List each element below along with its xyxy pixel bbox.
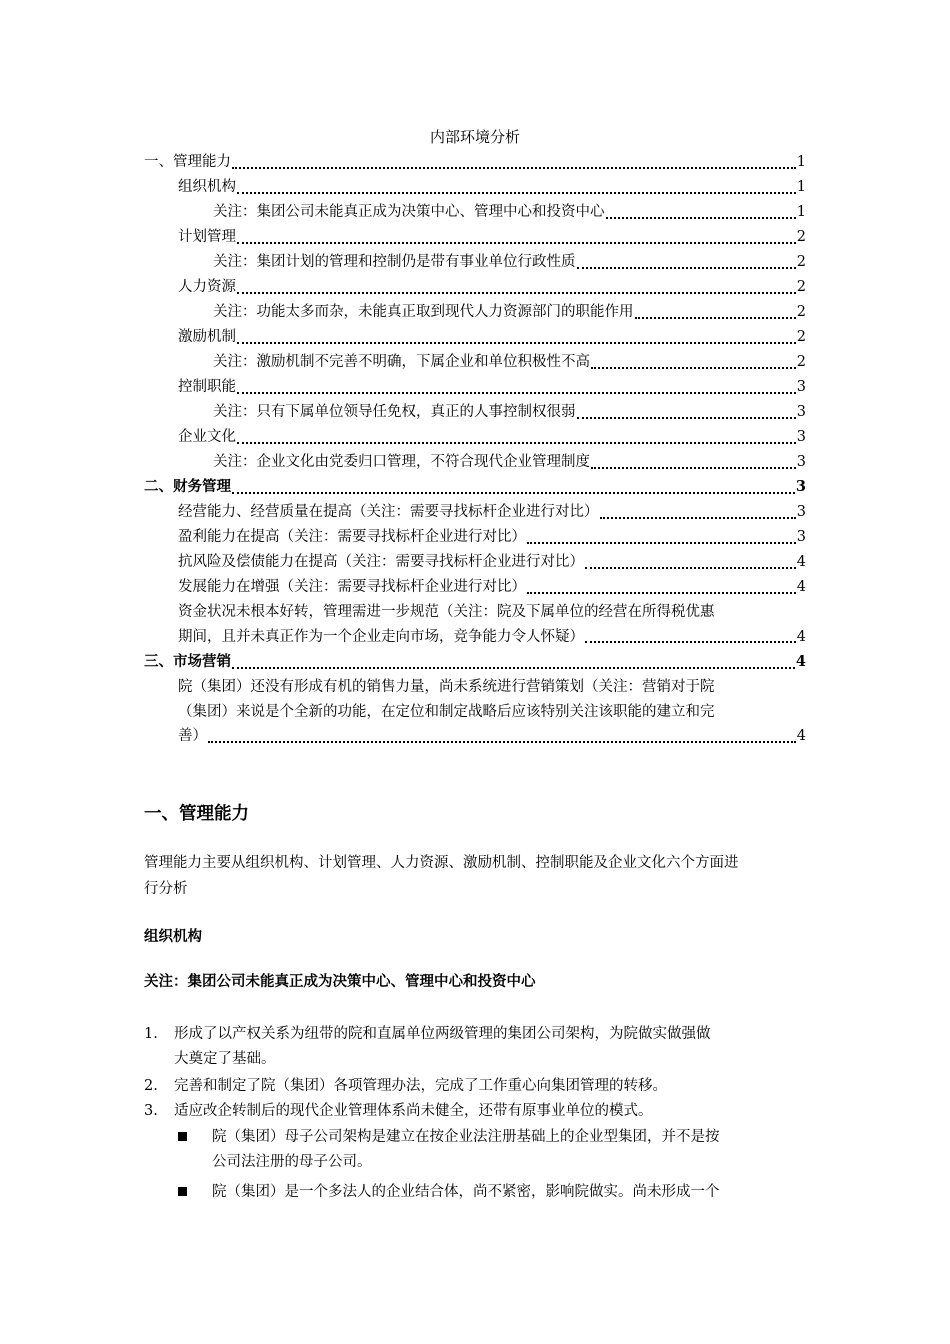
toc-entry-text: 控制职能 — [178, 379, 236, 395]
toc-entry-text: 盈利能力在提高（关注：需要寻找标杆企业进行对比） — [178, 529, 526, 545]
toc-entry-text: 企业文化 — [178, 429, 236, 445]
toc-entry-profitability[interactable] — [178, 525, 806, 550]
list-number: 1. — [144, 1026, 158, 1042]
toc-entry-growth[interactable] — [178, 575, 806, 600]
toc-entry-text: 二、财务管理 — [144, 478, 231, 495]
toc-page-number: 3 — [795, 478, 806, 495]
toc-entry-focus-organization[interactable] — [213, 200, 806, 225]
toc-entry-text: 关注：激励机制不完善不明确，下属企业和单位积极性不高 — [213, 354, 590, 370]
toc-entry-text-line1: 院（集团）还没有形成有机的销售力量，尚未系统进行营销策划（关注：营销对于院 — [178, 679, 715, 695]
toc-page-number: 2 — [796, 304, 806, 320]
toc-page-number: 3 — [796, 504, 806, 520]
toc-page-number: 3 — [796, 379, 806, 395]
toc-page-number: 1 — [796, 204, 806, 220]
toc-entry-focus-incentive[interactable] — [213, 350, 806, 375]
toc-entry-planning[interactable] — [178, 225, 806, 250]
toc-entry-text: 关注：功能太多而杂，未能真正取到现代人力资源部门的职能作用 — [213, 304, 634, 320]
toc-leader — [237, 241, 796, 244]
toc-title: 内部环境分析 — [429, 128, 520, 146]
toc-leader — [237, 341, 796, 344]
list-item-text: 适应改企转制后的现代企业管理体系尚未健全，还带有原事业单位的模式。 — [174, 1103, 653, 1119]
toc-entry-focus-hr[interactable] — [213, 300, 806, 325]
toc-entry-text: 一、管理能力 — [144, 154, 231, 170]
subheading-organization: 组织机构 — [144, 929, 202, 945]
toc-page-number: 4 — [796, 554, 806, 570]
toc-page-number: 4 — [796, 579, 806, 595]
toc-entry-culture[interactable] — [178, 425, 806, 450]
toc-page-number: 2 — [796, 354, 806, 370]
toc-entry-text: 经营能力、经营质量在提高（关注：需要寻找标杆企业进行对比） — [178, 504, 599, 520]
toc-leader — [208, 740, 796, 743]
toc-entry-hr[interactable] — [178, 275, 806, 300]
toc-leader — [585, 640, 796, 643]
toc-page-number: 3 — [796, 529, 806, 545]
toc-page-number: 2 — [796, 229, 806, 245]
toc-entry-text: 关注：集团公司未能真正成为决策中心、管理中心和投资中心 — [213, 204, 605, 220]
toc-leader — [237, 391, 796, 394]
toc-leader — [237, 191, 796, 194]
toc-leader — [591, 366, 796, 369]
square-bullet-icon — [178, 1187, 187, 1196]
toc-leader — [527, 591, 796, 594]
toc-entry-marketing[interactable] — [144, 650, 806, 675]
toc-entry-focus-planning[interactable] — [213, 250, 806, 275]
toc-entry-focus-culture[interactable] — [213, 450, 806, 475]
section-heading-management: 一、管理能力 — [144, 804, 249, 824]
toc-entry-operating-capacity[interactable] — [178, 500, 806, 525]
toc-leader — [591, 466, 796, 469]
toc-entry-text: 组织机构 — [178, 179, 236, 195]
toc-page-number: 4 — [796, 728, 806, 744]
bullet-text: 院（集团）母子公司架构是建立在按企业法注册基础上的企业型集团，并不是按 — [212, 1129, 720, 1145]
bullet-text: 公司法注册的母子公司。 — [212, 1153, 372, 1170]
intro-paragraph — [144, 850, 806, 902]
toc-page-number: 3 — [796, 454, 806, 470]
toc-leader — [237, 441, 796, 444]
list-item-text: 完善和制定了院（集团）各项管理办法，完成了工作重心向集团管理的转移。 — [174, 1078, 667, 1094]
toc-entry-sales-force[interactable] — [178, 675, 806, 749]
toc-page-number: 2 — [796, 254, 806, 270]
toc-leader — [232, 166, 796, 169]
toc-entry-text-line2: （集团）来说是个全新的功能，在定位和制定战略后应该特别关注该职能的建立和完 — [178, 703, 715, 720]
toc-entry-text: 激励机制 — [178, 329, 236, 345]
toc-entry-management[interactable] — [144, 150, 806, 175]
intro-line: 管理能力主要从组织机构、计划管理、人力资源、激励机制、控制职能及企业文化六个方面进 — [144, 855, 739, 871]
bullet-text: 院（集团）是一个多法人的企业结合体，尚不紧密，影响院做实。尚未形成一个 — [212, 1184, 720, 1200]
toc-entry-incentive[interactable] — [178, 325, 806, 350]
toc-leader — [232, 666, 795, 669]
toc-entry-text: 计划管理 — [178, 229, 236, 245]
toc-leader — [232, 491, 795, 494]
toc-leader — [577, 416, 796, 419]
toc-page-number: 3 — [796, 404, 806, 420]
toc-entry-text: 三、市场营销 — [144, 653, 231, 670]
toc-entry-control[interactable] — [178, 375, 806, 400]
focus-heading: 关注：集团公司未能真正成为决策中心、管理中心和投资中心 — [144, 974, 536, 990]
toc-entry-risk-solvency[interactable] — [178, 550, 806, 575]
toc-entry-text-line2: 期间，且并未真正作为一个企业走向市场，竞争能力令人怀疑） — [178, 628, 584, 645]
toc-leader — [606, 216, 796, 219]
list-item-text: 形成了以产权关系为纽带的院和直属单位两级管理的集团公司架构，为院做实做强做 — [174, 1026, 711, 1042]
toc-page-number: 1 — [796, 154, 806, 170]
toc-leader — [237, 291, 796, 294]
toc-entry-text-line3: 善） — [178, 728, 207, 744]
toc-entry-text: 关注：企业文化由党委归口管理，不符合现代企业管理制度 — [213, 454, 590, 470]
toc-entry-text: 关注：只有下属单位领导任免权，真正的人事控制权很弱 — [213, 404, 576, 420]
toc-leader — [600, 516, 796, 519]
toc-page-number: 2 — [796, 329, 806, 345]
toc-entry-focus-control[interactable] — [213, 400, 806, 425]
toc-entry-text: 抗风险及偿债能力在提高（关注：需要寻找标杆企业进行对比） — [178, 554, 584, 570]
toc-entry-text-line1: 资金状况未根本好转，管理需进一步规范（关注：院及下属单位的经营在所得税优惠 — [178, 604, 715, 620]
toc-entry-capital-status[interactable] — [178, 600, 806, 649]
list-number: 3. — [144, 1103, 158, 1119]
toc-page-number: 3 — [796, 429, 806, 445]
toc-entry-text: 关注：集团计划的管理和控制仍是带有事业单位行政性质 — [213, 254, 576, 270]
square-bullet-icon — [178, 1132, 187, 1141]
intro-line: 行分析 — [144, 881, 188, 897]
toc-entry-text: 发展能力在增强（关注：需要寻找标杆企业进行对比） — [178, 579, 526, 595]
list-number: 2. — [144, 1078, 158, 1094]
toc-leader — [527, 541, 796, 544]
toc-page-number: 1 — [796, 179, 806, 195]
toc-leader — [577, 266, 796, 269]
list-item-text: 大奠定了基础。 — [174, 1050, 276, 1067]
toc-page-number: 2 — [796, 279, 806, 295]
toc-leader — [585, 566, 796, 569]
toc-leader — [635, 316, 796, 319]
toc-page-number: 4 — [795, 653, 806, 670]
toc-entry-organization[interactable] — [178, 175, 806, 200]
toc-entry-finance[interactable] — [144, 475, 806, 500]
toc-page-number: 4 — [796, 628, 806, 645]
toc-entry-text: 人力资源 — [178, 279, 236, 295]
